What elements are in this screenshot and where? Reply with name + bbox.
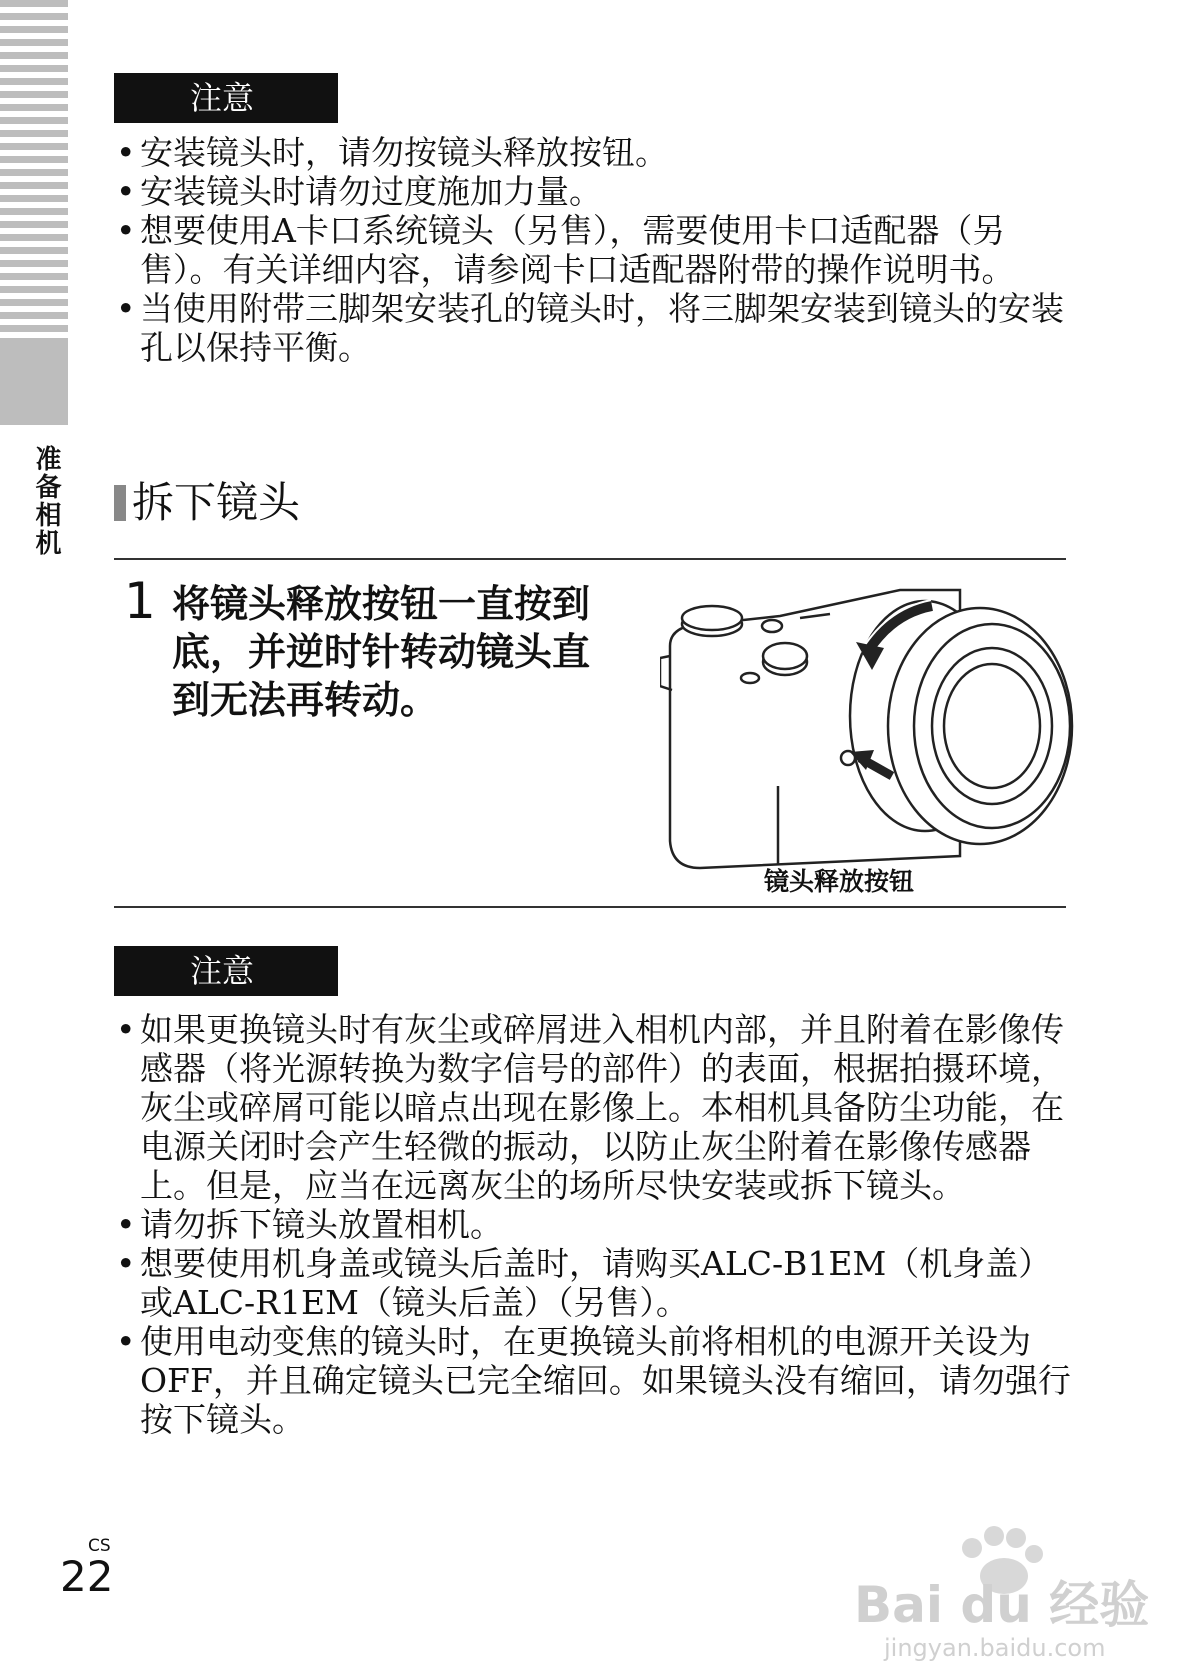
side-stripe-decoration bbox=[0, 0, 68, 340]
watermark-url: jingyan.baidu.com bbox=[884, 1634, 1106, 1662]
section-title-text: 拆下镜头 bbox=[132, 478, 301, 527]
watermark-brand: Bai du 经验 bbox=[854, 1576, 1150, 1634]
step-instruction: 将镜头释放按钮一直按到底，并逆时针转动镜头直到无法再转动。 bbox=[172, 582, 591, 722]
divider-bottom bbox=[114, 906, 1066, 908]
page-region-code: CS bbox=[88, 1536, 111, 1556]
baidu-watermark-logo bbox=[854, 1514, 1154, 1664]
note-list-2 bbox=[116, 1010, 1076, 1439]
note-item: • 安装镜头时，请勿按镜头释放按钮。 bbox=[116, 133, 1076, 172]
note-heading-2: 注意 bbox=[114, 946, 338, 996]
note-item: • 想要使用A卡口系统镜头（另售），需要使用卡口适配器（另售）。有关详细内容，请参阅卡口适配器附带的操作说明书。 bbox=[116, 211, 1076, 289]
note-item: • 请勿拆下镜头放置相机。 bbox=[116, 1205, 1076, 1244]
note-item: • 当使用附带三脚架安装孔的镜头时，将三脚架安装到镜头的安装孔以保持平衡。 bbox=[116, 289, 1076, 367]
note-list-1 bbox=[116, 133, 1076, 367]
side-tab-label: 准备相机 bbox=[31, 445, 61, 557]
page-number: 22 bbox=[60, 1552, 114, 1601]
divider-top bbox=[114, 558, 1066, 560]
section-title bbox=[114, 478, 300, 528]
lens-release-button-label: 镜头释放按钮 bbox=[764, 867, 915, 896]
side-tab-block bbox=[0, 340, 68, 425]
note-item: • 想要使用机身盖或镜头后盖时，请购买ALC-B1EM（机身盖）或ALC-R1EM（镜头后盖）（另售）。 bbox=[116, 1244, 1076, 1322]
step-number: 1 bbox=[124, 572, 156, 630]
note-item: • 使用电动变焦的镜头时，在更换镜头前将相机的电源开关设为OFF，并且确定镜头已完全缩回。如果镜头没有缩回，请勿强行按下镜头。 bbox=[116, 1322, 1076, 1439]
note-item: • 如果更换镜头时有灰尘或碎屑进入相机内部，并且附着在影像传感器（将光源转换为数字信号的部件）的表面，根据拍摄环境，灰尘或碎屑可能以暗点出现在影像上。本相机具备防尘功能，在电源关闭时会产生轻微的振动，以防止灰尘附着在影像传感器上。但是，应当在远离灰尘的场所尽快安装或拆下镜头。 bbox=[116, 1010, 1076, 1205]
note-item: • 安装镜头时请勿过度施加力量。 bbox=[116, 172, 1076, 211]
section-marker bbox=[114, 485, 126, 521]
note-heading-1: 注意 bbox=[114, 73, 338, 123]
